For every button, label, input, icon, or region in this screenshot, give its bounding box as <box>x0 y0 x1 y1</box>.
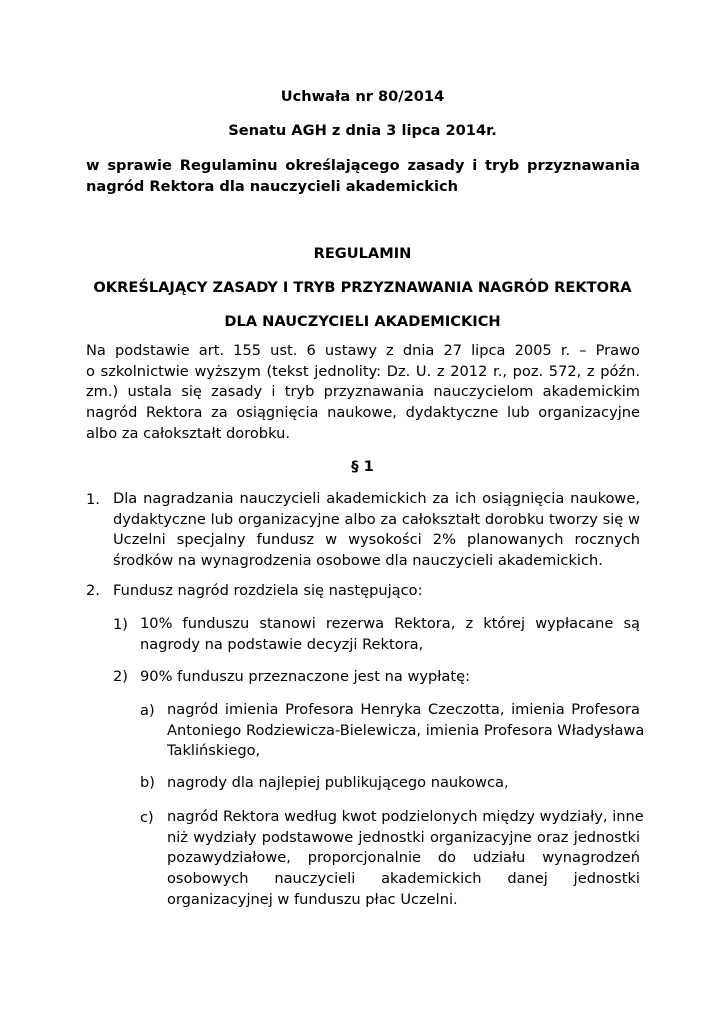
intro-line: o szkolnictwie wyższym (tekst jednolity: Dz. U. z 2012 r., poz. 572, z późn. <box>86 362 640 380</box>
intro-line: nagród Rektora za osiągnięcia naukowe, dydaktyczne lub organizacyjne <box>86 404 640 422</box>
list-item-line: Uczelni specjalny fundusz w wysokości 2% planowanych rocznych <box>113 531 640 549</box>
regulation-title: REGULAMIN <box>313 245 412 262</box>
resolution-subject <box>86 156 640 197</box>
section-heading: § 1 <box>351 458 374 475</box>
list-marker: 2. <box>86 582 100 599</box>
list-marker: a) <box>140 702 155 719</box>
point-line: nagród Rektora według kwot podzielonych między wydziały, inne <box>167 808 644 825</box>
list-marker: b) <box>140 774 155 791</box>
subject-line: nagród Rektora dla nauczycieli akademickich <box>86 177 459 195</box>
point-line: pozawydziałowe, proporcjonalnie do udziału wynagrodzeń <box>167 849 640 867</box>
intro-line: Na podstawie art. 155 ust. 6 ustawy z dnia 27 lipca 2005 r. – Prawo <box>86 342 640 359</box>
intro-line: albo za całokształt dorobku. <box>86 424 290 442</box>
sub-item-2: 90% funduszu przeznaczone jest na wypłatę: <box>140 668 470 685</box>
list-marker: 1) <box>113 616 128 633</box>
list-item-line: Dla nagradzania nauczycieli akademickich za ich osiągnięcia naukowe, <box>113 490 640 507</box>
point-b: nagrody dla najlepiej publikującego naukowca, <box>167 774 509 791</box>
resolution-number: Uchwała nr 80/2014 <box>280 88 445 105</box>
point-line: osobowych nauczycieli akademickich danej jednostki <box>167 870 640 888</box>
list-item-1 <box>113 489 640 572</box>
point-line: nagród imienia Profesora Henryka Czeczotta, imienia Profesora <box>167 701 640 718</box>
intro-paragraph <box>86 341 640 445</box>
subject-line: w sprawie Regulaminu określającego zasady i tryb przyznawania <box>86 157 640 174</box>
sub-item-line: nagrody na podstawie decyzji Rektora, <box>140 635 424 653</box>
point-line: Antoniego Rodziewicza-Bielewicza, imienia Profesora Władysława <box>167 721 645 739</box>
list-item-line: dydaktyczne lub organizacyjne albo za całokształt dorobku tworzy się w <box>113 510 640 528</box>
list-item-2: Fundusz nagród rozdziela się następująco: <box>113 582 423 599</box>
regulation-subtitle-line2: DLA NAUCZYCIELI AKADEMICKICH <box>224 313 501 330</box>
list-marker: 1. <box>86 491 100 508</box>
point-line: niż wydziały podstawowe jednostki organizacyjne oraz jednostki <box>167 828 640 846</box>
point-a <box>167 700 645 762</box>
senate-date: Senatu AGH z dnia 3 lipca 2014r. <box>228 122 497 139</box>
list-item-line: środków na wynagrodzenia osobowe dla nauczycieli akademickich. <box>113 552 603 570</box>
sub-item-1 <box>140 614 640 655</box>
regulation-subtitle-line1: OKREŚLAJĄCY ZASADY I TRYB PRZYZNAWANIA NAGRÓD REKTORA <box>93 279 632 296</box>
point-line: Taklińskiego, <box>167 742 261 760</box>
sub-item-line: 10% funduszu stanowi rezerwa Rektora, z której wypłacane są <box>140 615 640 632</box>
list-marker: c) <box>140 809 154 826</box>
list-marker: 2) <box>113 668 128 685</box>
intro-line: zm.) ustala się zasady i tryb przyznawania nauczycielom akademickim <box>86 383 640 401</box>
point-c <box>167 807 644 911</box>
point-line: organizacyjnej w funduszu płac Uczelni. <box>167 890 458 908</box>
